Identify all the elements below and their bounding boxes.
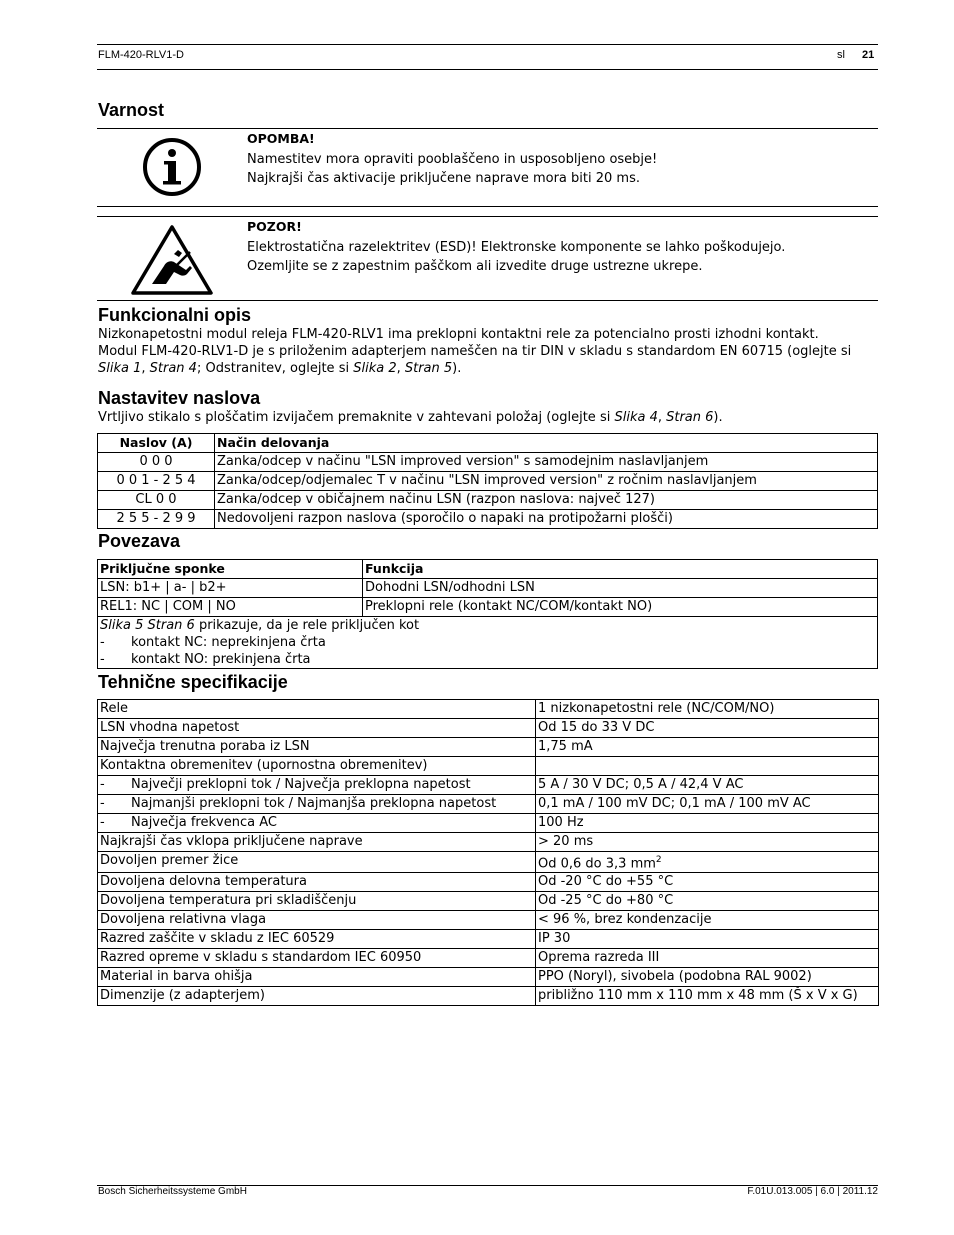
- spec-value: PPO (Noryl), sivobela (podobna RAL 9002): [536, 968, 879, 987]
- section-title-address: Nastavitev naslova: [98, 388, 261, 408]
- list-dash: -: [100, 815, 105, 830]
- spec-value: 0,1 mA / 100 mV DC; 0,1 mA / 100 mV AC: [536, 795, 879, 814]
- mode-cell: Zanka/odcep v običajnem načinu LSN (razpon naslova: največ 127): [215, 491, 878, 510]
- note-title: OPOMBA!: [247, 131, 315, 146]
- section-title-connection: Povezava: [98, 531, 181, 551]
- function-line-3: [98, 360, 888, 377]
- list-dash: -: [100, 796, 105, 811]
- list-item-text: kontakt NC: neprekinjena črta: [131, 635, 326, 650]
- caution-bottom-rule: [97, 300, 878, 301]
- info-icon: [142, 137, 202, 197]
- spec-label: Rele: [98, 700, 536, 719]
- column-header-terminals: Priključne sponke: [98, 560, 363, 579]
- footer-doc-info: F.01U.013.005 | 6.0 | 2011.12: [747, 1186, 878, 1197]
- page-number: 21: [862, 49, 875, 61]
- spec-label: Dovoljena relativna vlaga: [98, 911, 536, 930]
- table-header-row: [98, 560, 878, 579]
- spec-label: Dovoljena delovna temperatura: [98, 873, 536, 892]
- spec-value: Oprema razreda III: [536, 949, 879, 968]
- spec-value: 1,75 mA: [536, 738, 879, 757]
- caution-top-rule: [97, 216, 878, 217]
- caution-line-1: Elektrostatična razelektritev (ESD)! Elektronske komponente se lahko poškodujejo.: [247, 240, 786, 255]
- terminal-cell: REL1: NC | COM | NO: [98, 598, 363, 617]
- function-line-2: Modul FLM-420-RLV1-D je s priloženim adapterjem nameščen na tir DIN v skladu s standardom EN 60715 (oglejte si: [98, 344, 852, 359]
- mode-cell: Nedovoljeni razpon naslova (sporočilo o napaki na protipožarni plošči): [215, 510, 878, 529]
- note-line-2: Najkrajši čas aktivacije priključene naprave mora biti 20 ms.: [247, 171, 640, 186]
- function-cell: Dohodni LSN/odhodni LSN: [363, 579, 878, 598]
- address-cell: CL 0 0: [98, 491, 215, 510]
- table-header-row: [98, 434, 878, 453]
- ref-figure-5-page-6[interactable]: Slika 5 Stran 6: [100, 618, 195, 633]
- spec-label: [98, 795, 536, 814]
- address-cell: 0 0 0: [98, 453, 215, 472]
- ref-page-4[interactable]: Stran 4: [149, 361, 197, 376]
- spec-value: [536, 852, 879, 873]
- table-row: [98, 930, 879, 949]
- caution-line-2: Ozemljite se z zapestnim paščkom ali izvedite druge ustrezne ukrepe.: [247, 259, 703, 274]
- table-row: [98, 472, 878, 491]
- spec-value: Od 15 do 33 V DC: [536, 719, 879, 738]
- table-row: [98, 617, 878, 669]
- table-row: [98, 757, 879, 776]
- address-cell: 2 5 5 - 2 9 9: [98, 510, 215, 529]
- function-mid-text: ; Odstranitev, oglejte si: [196, 361, 354, 376]
- table-row: [98, 814, 879, 833]
- spec-value: > 20 ms: [536, 833, 879, 852]
- mode-cell: Zanka/odcep v načinu "LSN improved version" s samodejnim naslavljanjem: [215, 453, 878, 472]
- table-row: [98, 852, 879, 873]
- table-row: [98, 738, 879, 757]
- esd-warning-icon: [130, 224, 214, 296]
- spec-label: Razred opreme v skladu s standardom IEC 60950: [98, 949, 536, 968]
- specs-table: [97, 699, 879, 1006]
- function-paragraph: [98, 326, 888, 377]
- note-bottom-rule: [97, 206, 878, 207]
- spec-value-text: Od 0,6 do 3,3 mm: [538, 856, 656, 872]
- column-header-address: Naslov (A): [98, 434, 215, 453]
- table-row: [98, 873, 879, 892]
- address-table: [97, 433, 878, 529]
- table-row: [98, 987, 879, 1006]
- connection-table: [97, 559, 878, 669]
- caution-title: POZOR!: [247, 219, 302, 234]
- table-row: [98, 795, 879, 814]
- sep: ,: [141, 361, 150, 376]
- terminal-cell: LSN: b1+ | a- | b2+: [98, 579, 363, 598]
- spec-label: [98, 776, 536, 795]
- spec-label: Največja trenutna poraba iz LSN: [98, 738, 536, 757]
- ref-page-6[interactable]: Stran 6: [666, 410, 714, 425]
- table-row: [98, 833, 879, 852]
- table-row: [98, 949, 879, 968]
- column-header-mode: Način delovanja: [215, 434, 878, 453]
- header-lang: sl: [837, 49, 845, 61]
- table-row: [98, 719, 879, 738]
- section-title-specs: Tehnične specifikacije: [98, 672, 288, 692]
- table-row: [98, 911, 879, 930]
- spec-value: IP 30: [536, 930, 879, 949]
- spec-label: Dimenzije (z adapterjem): [98, 987, 536, 1006]
- superscript: 2: [655, 855, 662, 865]
- header-doc-id: FLM-420-RLV1-D: [98, 49, 184, 61]
- ref-figure-2[interactable]: Slika 2: [353, 361, 397, 376]
- spec-sub-label: Najmanjši preklopni tok / Najmanjša preklopna napetost: [131, 796, 497, 811]
- address-cell: 0 0 1 - 2 5 4: [98, 472, 215, 491]
- header-bottom-rule: [97, 69, 878, 70]
- connection-note-text: prikazuje, da je rele priključen kot: [194, 618, 420, 633]
- section-title-function: Funkcionalni opis: [98, 305, 252, 325]
- note-top-rule: [97, 128, 878, 129]
- spec-label: Dovoljena temperatura pri skladiščenju: [98, 892, 536, 911]
- spec-label: Razred zaščite v skladu z IEC 60529: [98, 930, 536, 949]
- list-dash: -: [100, 777, 105, 792]
- table-row: [98, 776, 879, 795]
- header-top-rule: [97, 44, 878, 45]
- table-row: [98, 968, 879, 987]
- table-row: [98, 491, 878, 510]
- spec-value: približno 110 mm x 110 mm x 48 mm (Š x V x G): [536, 987, 879, 1006]
- ref-page-5[interactable]: Stran 5: [404, 361, 453, 376]
- ref-figure-1[interactable]: Slika 1: [98, 361, 142, 376]
- section-title-safety: Varnost: [98, 100, 165, 120]
- list-dash: -: [100, 652, 105, 667]
- list-item: [100, 634, 875, 651]
- footer-company: Bosch Sicherheitssysteme GmbH: [98, 1186, 247, 1197]
- connection-note: [100, 617, 875, 634]
- spec-label: Dovoljen premer žice: [98, 852, 536, 873]
- function-cell: Preklopni rele (kontakt NC/COM/kontakt NO): [363, 598, 878, 617]
- table-row: [98, 700, 879, 719]
- spec-sub-label: Največja frekvenca AC: [131, 815, 277, 830]
- spec-value: Od -25 °C do +80 °C: [536, 892, 879, 911]
- table-row: [98, 510, 878, 529]
- spec-label: LSN vhodna napetost: [98, 719, 536, 738]
- spec-label: [98, 814, 536, 833]
- list-dash: -: [100, 635, 105, 650]
- spec-value: 100 Hz: [536, 814, 879, 833]
- connection-note-cell: [98, 617, 878, 669]
- mode-cell: Zanka/odcep/odjemalec T v načinu "LSN improved version" z ročnim naslavljanjem: [215, 472, 878, 491]
- spec-value: [536, 757, 879, 776]
- spec-value: 1 nizkonapetostni rele (NC/COM/NO): [536, 700, 879, 719]
- table-row: [98, 579, 878, 598]
- sep: ,: [396, 361, 405, 376]
- spec-label: Najkrajši čas vklopa priključene naprave: [98, 833, 536, 852]
- list-item-text: kontakt NO: prekinjena črta: [131, 652, 311, 667]
- table-row: [98, 598, 878, 617]
- table-row: [98, 892, 879, 911]
- address-text: Vrtljivo stikalo s ploščatim izvijačem premaknite v zahtevani položaj (oglejte si: [98, 410, 615, 425]
- sep: ,: [657, 410, 667, 425]
- spec-label: Material in barva ohišja: [98, 968, 536, 987]
- spec-value: Od -20 °C do +55 °C: [536, 873, 879, 892]
- table-row: [98, 453, 878, 472]
- spec-sub-label: Največji preklopni tok / Največja preklopna napetost: [131, 777, 471, 792]
- address-paragraph: [98, 409, 888, 426]
- address-end-text: ).: [713, 410, 723, 425]
- spec-value: < 96 %, brez kondenzacije: [536, 911, 879, 930]
- function-end-text: ).: [452, 361, 462, 376]
- note-line-1: Namestitev mora opraviti pooblaščeno in usposobljeno osebje!: [247, 152, 658, 167]
- function-line-1: Nizkonapetostni modul releja FLM-420-RLV1 ima preklopni kontaktni rele za potencialno prosti izhodni kontakt.: [98, 327, 819, 342]
- ref-figure-4[interactable]: Slika 4: [614, 410, 658, 425]
- column-header-function: Funkcija: [363, 560, 878, 579]
- list-item: [100, 651, 875, 668]
- spec-value: 5 A / 30 V DC; 0,5 A / 42,4 V AC: [536, 776, 879, 795]
- spec-label: Kontaktna obremenitev (upornostna obremenitev): [98, 757, 536, 776]
